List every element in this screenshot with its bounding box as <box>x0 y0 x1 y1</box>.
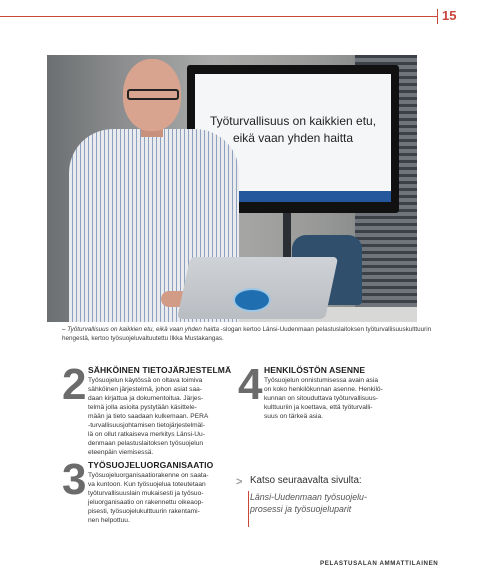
section-4 <box>238 360 418 425</box>
body-line: Työsuojelun käytössä on oltava toimiva <box>88 377 203 384</box>
body-line: eteenpäin viemisessä. <box>88 449 154 456</box>
body-line: on koko henkilökunnan asenne. Henkilö- <box>264 386 383 393</box>
section-title: HENKILÖSTÖN ASENNE <box>264 365 366 375</box>
header-rule-tick <box>437 9 438 24</box>
section-number: 2 <box>62 360 87 409</box>
see-also-title-line: Länsi-Uudenmaan työsuojelu- <box>250 492 367 502</box>
body-line: pisesti, työsuojelukulttuurin rakentami- <box>88 508 200 515</box>
page-number: 15 <box>442 8 457 23</box>
section-body <box>88 376 208 457</box>
body-line: työturvallisuuslain mukaisesti ja työsuo- <box>88 490 204 497</box>
body-line: jeluorganisaatio on rakennettu oikeaop- <box>88 499 204 506</box>
section-body <box>264 376 383 421</box>
section-body <box>88 471 209 525</box>
section-title: TYÖSUOJELUORGANISAATIO <box>88 460 214 470</box>
body-line: kunnan on sitouduttava työturvallisuus- <box>264 395 378 402</box>
laptop-sticker <box>233 288 271 312</box>
body-line: lä on ollut ratkaiseva merkitys Länsi-Uu- <box>88 431 205 438</box>
section-2 <box>62 360 232 465</box>
body-line: suus on tärkeä asia. <box>264 413 324 420</box>
section-number: 4 <box>238 360 263 409</box>
slide-text-line-2: eikä vaan yhden haitta <box>232 131 354 145</box>
section-number: 3 <box>62 455 87 504</box>
section-3 <box>62 455 222 530</box>
glasses <box>127 89 179 100</box>
body-line: va kuntoon. Kun työsuojelua toteutetaan <box>88 481 206 488</box>
body-line: daan kirjattua ja dokumentoitua. Järjes- <box>88 395 204 402</box>
photo-caption <box>62 326 432 343</box>
publication-footer: PELASTUSALAN AMMATTILAINEN <box>320 560 439 567</box>
body-line: telmä jolla asioita pystytään käsittele- <box>88 404 197 411</box>
slide-text-line-1: Työturvallisuus on kaikkien etu, <box>209 114 377 128</box>
caption-quote: – Työturvallisuus on kaikkien etu, eikä vaan yhden haitta <box>62 326 220 333</box>
see-also-title <box>250 491 367 515</box>
body-line: Työsuojeluorganisaatiorakenne on saata- <box>88 472 209 479</box>
section-title: SÄHKÖINEN TIETOJÄRJESTELMÄ <box>88 365 232 375</box>
see-also-rule <box>248 491 249 527</box>
see-also-label: Katso seuraavalta sivulta: <box>250 475 362 486</box>
body-line: Työsuojelun onnistumisessa avain asia <box>264 377 378 384</box>
body-line: sähköinen järjestelmä, johon asiat saa- <box>88 386 202 393</box>
body-line: mään ja tieto saadaan kulkemaan. PERA <box>88 413 209 420</box>
body-line: denmaan pelastuslaitoksen työsuojelun <box>88 440 204 447</box>
body-line: nen helpottuu. <box>88 517 130 524</box>
body-line: -turvallisuusjohtamisen tietojärjestelmäl- <box>88 422 205 429</box>
caption-text: -slogan kertoo Länsi-Uudenmaan pelastuslaitoksen työturvallisuuskulttuurin hengestä, kertoo työsuojeluvaltuutettu Ilkka Mustakangas. <box>62 326 432 342</box>
header-rule <box>0 16 437 17</box>
article-photo <box>47 55 417 322</box>
body-line: kulttuuriin ja koettava, että työturvalli- <box>264 404 373 411</box>
chevron-right-icon: > <box>236 476 243 488</box>
see-also-title-line: prosessi ja työsuojeluparit <box>250 504 352 514</box>
